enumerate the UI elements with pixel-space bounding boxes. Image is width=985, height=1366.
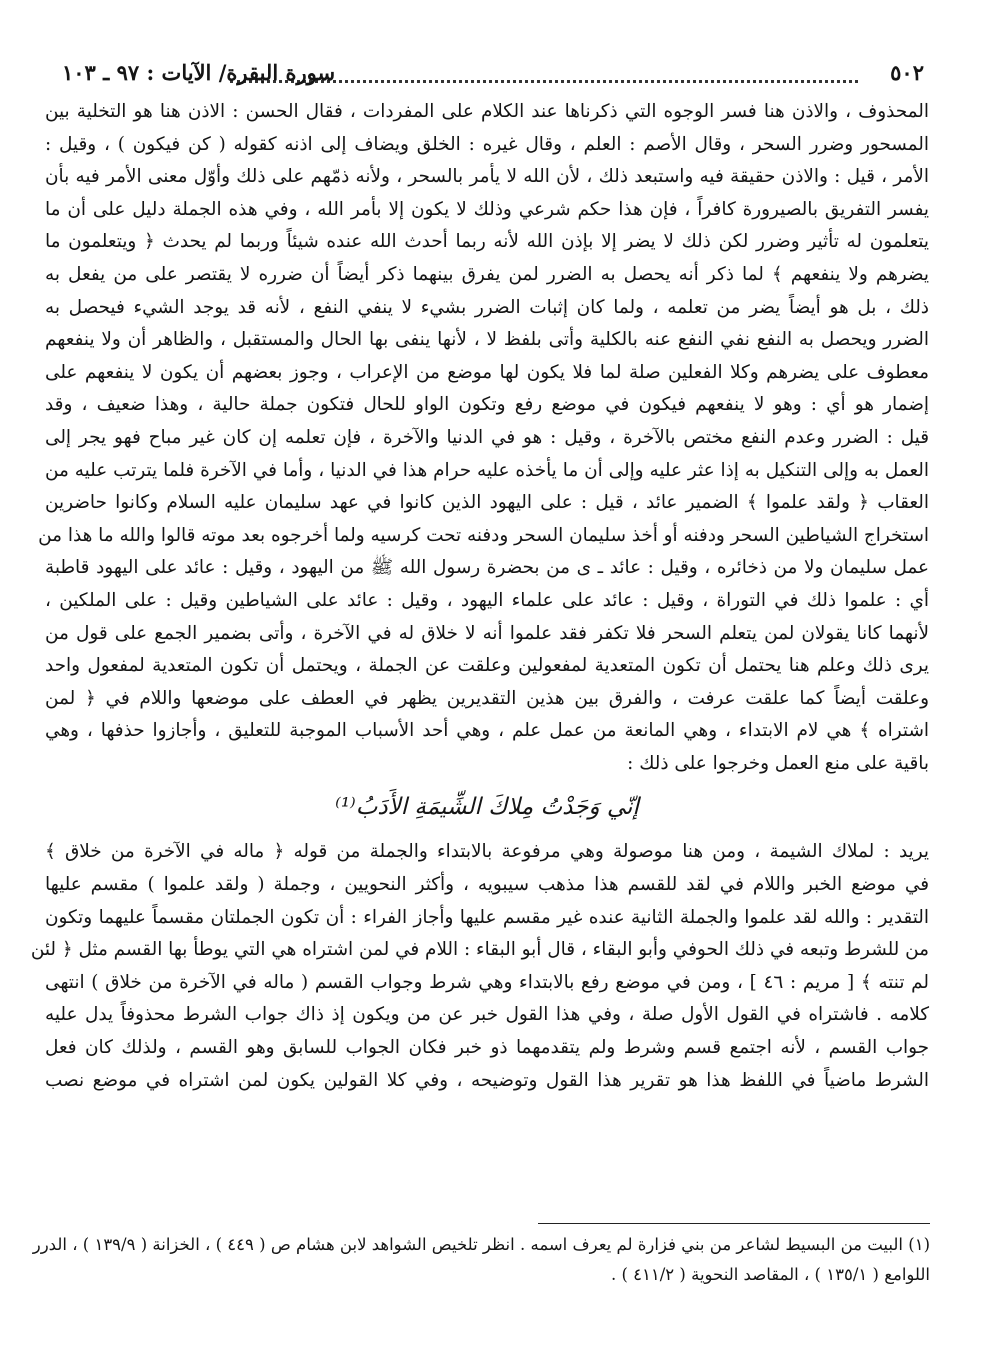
running-header [62, 58, 924, 94]
text-line: لأنهما كانا يقولان لمن يتعلم السحر فلا تكفر فقد علموا أنه لا خلاق له في الآخرة ، وأتى بضمير الجمع على قول من [45, 622, 929, 644]
text-line: في موضع الخبر واللام في لقد للقسم هذا مذهب سيبويه ، وأكثر النحويين ، وجملة ( ولقد علموا ) مقسم عليها [45, 874, 929, 896]
text-line: اشتراه ﴾ هي لام الابتداء ، وهي المانعة من عمل علم ، وهي أحد الأسباب الموجبة للتعليق ، وأجازوا حذفها ، وهي [45, 720, 929, 742]
text-line: يريد : لملاك الشيمة ، ومن هنا موصولة وهي مرفوعة بالابتداء والجملة من قوله ﴿ ماله في الآخرة من خلاق ﴾ [45, 841, 929, 863]
text-line: ذلك ، بل هو أيضاً يضر من تعلمه ، ولما كان إثبات الضرر بشيء لا ينفي النفع ، لأنه قد يوجد الشيء فيحصل به [45, 296, 929, 318]
text-line: المحذوف ، والاذن هنا فسر الوجوه التي ذكرناها عند الكلام على المفردات ، فقال الحسن : الاذن هنا هو التخلية بين [45, 101, 929, 122]
page-number: ٥٠٢ [890, 60, 924, 85]
surah-title: سورة البقرة/ الآيات : ٩٧ ـ ١٠٣ [62, 60, 336, 85]
text-line: معطوف على يضرهم وكلا الفعلين صلة لما فلا يكون لها موضع من الإعراب ، وجوز بعضهم أن يكون لا ينفعهم على [45, 361, 929, 383]
text-line: يرى ذلك وعلم هنا يحتمل أن تكون المتعدية لمفعولين وعلقت عن الجملة ، ويحتمل أن تكون المتعدية لمفعول واحد [45, 655, 929, 677]
text-line: وعلقت أيضاً كما علقت عرفت ، والفرق بين هذين التقديرين يظهر في العطف على موضعها واللام في ﴿ لمن [45, 687, 929, 709]
footnote-line: (١) البيت من البسيط لشاعر من بني فزارة لم يعرف اسمه . انظر تلخيص الشواهد لابن هشام ص ( ٤٤٩ ) ، الخزانة ( ١٣٩/٩ ) ، الدرر [32, 1235, 930, 1254]
text-line: باقية على منع العمل وخرجوا على ذلك : [627, 752, 929, 774]
text-line: الشرط ماضياً في اللفظ هذا هو تقرير هذا القول وتوضيحه ، وفي كلا القولين يكون لمن اشتراه في موضع نصب [45, 1069, 929, 1091]
text-line: الضرر ويحصل به النفع نفي النفع عنه بالكلية وأتى بلفظ لا ، لأنها ينفى بها الحال والمستقبل ، والظاهر أن ولا ينفعهم [45, 329, 929, 351]
text-line: التقدير : والله لقد علموا والجملة الثانية عنده غير مقسم عليها وأجاز الفراء : أن تكون الجملتان مقسماً عليهما وتكون [45, 906, 929, 928]
text-line: يضرهم ولا ينفعهم ﴾ لما ذكر أنه يحصل به الضرر لمن يفرق بينهما ذكر أيضاً أن ضرره لا يقتصر على من يفعل به [45, 263, 929, 285]
text-line: المسحور وضرر السحر ، وقال الأصم : العلم ، وقال غيره : الخلق ويضاف إلى اذنه كقوله ( كن فيكون ) ، وقيل : [45, 133, 929, 155]
text-line: كلامه . فاشتراه في القول الأول صلة ، وفي هذا القول خبر عن من ويكون إذ ذاك جواب الشرط محذوفاً يدل عليه [45, 1004, 929, 1026]
main-text [30, 96, 930, 1097]
text-line: العمل به وإلى التنكيل به إذا عثر عليه وإلى أن ما يأخذه عليه حرام هذا في الدنيا ، وأما في الآخرة فلما يترتب عليه من [45, 459, 929, 481]
poetry-verse: إنّي وَجَدْتُ مِلاكَ الشِّيمَةِ الأَدَبُ⁽¹⁾ [335, 794, 639, 821]
text-line: إضمار هو أي : وهو لا ينفعهم فيكون في موضع رفع وتكون الواو للحال فتكون جملة حالية ، وهذا ضعيف ، وقد [45, 394, 929, 416]
text-line: أي : علموا ذلك في التوراة ، وقيل : عائد على علماء اليهود ، وقيل : عائد على الشياطين وقيل : على الملكين ، [45, 589, 929, 611]
text-line: عمل سليمان ولا من ذخائره ، وقيل : عائد ـ ى من بحضرة رسول الله ﷺ من اليهود ، وقيل : عائد على اليهود قاطبة [45, 557, 929, 579]
text-line: يتعلمون له تأثير وضرر لكن ذلك لا يضر إلا بإذن الله لأنه ربما أحدث الله عنده شيئاً وربما لم يحدث ﴿ ويتعلمون ما [45, 231, 929, 253]
text-line: استخراج الشياطين السحر ودفنه أو أخذ سليمان السحر ودفنه تحت كرسيه ولما أخرجوه بعد موته قالوا والله ما هذا من [38, 524, 929, 546]
text-line: لم تنته ﴾ [ مريم : ٤٦ ] ، ومن في موضع رفع بالابتداء وهي شرط وجواب القسم ( ماله في الآخرة من خلاق ) انتهى [45, 971, 930, 993]
text-line: العقاب ﴿ ولقد علموا ﴾ الضمير عائد ، قيل : على اليهود الذين كانوا في عهد سليمان عليه السلام وكانوا حاضرين [45, 492, 929, 514]
text-line: من للشرط وتبعه في ذلك الحوفي وأبو البقاء ، قال أبو البقاء : اللام في لمن اشتراه هي التي يوطأ بها القسم مثل ﴿ لئن [30, 939, 929, 961]
text-line: قيل : الضرر وعدم النفع مختص بالآخرة ، وقيل : هو في الدنيا والآخرة ، فإن تعلمه إن كان غير مباح فهو يجر إلى [45, 426, 929, 448]
text-line: جواب القسم ، لأنه اجتمع قسم وشرط ولم يتقدمهما ذو خبر فكان الجواب للسابق وهو القسم ، ولذلك كان فعل [45, 1037, 929, 1059]
text-line: يفسر التفريق بالصيرورة كافراً ، فإن هذا حكم شرعي وذلك لا يكون إلا بأمر الله ، وفي هذه الجملة دليل على أن ما [45, 198, 929, 220]
footnote-separator [538, 1223, 930, 1224]
footnote-line: اللوامع ( ١٣٥/١ ) ، المقاصد النحوية ( ٤١١/٢ ) . [610, 1265, 930, 1284]
text-line: الأمر ، قيل : والاذن حقيقة فيه واستبعد ذلك ، لأن الله لا يأمر بالسحر ، ولأنه ذمّهم على ذلك وأوّل معنى الأمر فيه بأن [45, 166, 929, 188]
